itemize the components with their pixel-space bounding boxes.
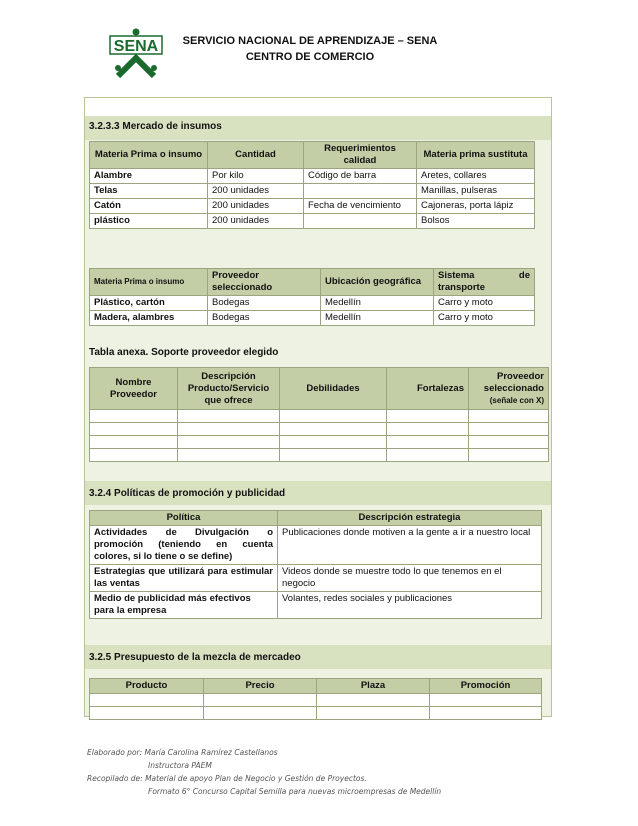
col-header: Plaza bbox=[317, 679, 430, 694]
table-row bbox=[90, 707, 542, 720]
sena-logo bbox=[108, 28, 164, 78]
header-title: SERVICIO NACIONAL DE APRENDIZAJE – SENA bbox=[182, 35, 438, 47]
col-header: Cantidad bbox=[208, 142, 304, 169]
col-header: Descripción Producto/Servicio que ofrece bbox=[178, 368, 280, 410]
col-header: Sistema de transporte bbox=[434, 269, 535, 296]
col-header: Materia Prima o insumo bbox=[90, 142, 208, 169]
col-header: Ubicación geográfica bbox=[321, 269, 434, 296]
col-header: Nombre Proveedor bbox=[90, 368, 178, 410]
col-header: Fortalezas bbox=[387, 368, 469, 410]
presupuesto-table bbox=[89, 678, 542, 720]
section-title-soporte: Tabla anexa. Soporte proveedor elegido bbox=[89, 347, 279, 358]
col-header: Producto bbox=[90, 679, 204, 694]
table-row: Medio de publicidad más efectivos para la empresa Volantes, redes sociales y publicaciones bbox=[90, 592, 542, 619]
footer-source: Recopilado de: Material de apoyo Plan de Negocio y Gestión de Proyectos. bbox=[87, 774, 367, 783]
col-header: Promoción bbox=[430, 679, 542, 694]
table-row bbox=[90, 410, 549, 423]
table-row bbox=[90, 694, 542, 707]
col-header: Proveedor seleccionado bbox=[208, 269, 321, 296]
footer-format: Formato 6° Concurso Capital Semilla para nuevas microempresas de Medellín bbox=[148, 787, 442, 796]
col-header: Materia prima sustituta bbox=[417, 142, 535, 169]
header-subtitle: CENTRO DE COMERCIO bbox=[245, 51, 375, 63]
table-row bbox=[90, 436, 549, 449]
soporte-table bbox=[89, 367, 549, 462]
col-header: Materia Prima o insumo bbox=[90, 269, 208, 296]
table-row: Estrategias que utilizará para estimular las ventas Videos donde se muestre todo lo que tenemos en el negocio bbox=[90, 565, 542, 592]
col-header: Requerimientos calidad bbox=[304, 142, 417, 169]
table-row: Madera, alambres Bodegas Medellín Carro y moto bbox=[90, 311, 535, 326]
col-header: Proveedor seleccionado (señale con X) bbox=[469, 368, 549, 410]
table-row: Alambre Por kilo Código de barra Aretes, collares bbox=[90, 169, 535, 184]
table-row: Plástico, cartón Bodegas Medellín Carro y moto bbox=[90, 296, 535, 311]
proveedores-table bbox=[89, 268, 535, 326]
table-row: Actividades de Divulgación o promoción (teniendo en cuenta colores, si lo tiene o se define) Publicaciones donde motiven a la gente a ir a nuestro local bbox=[90, 526, 542, 565]
footer-role: Instructora PAEM bbox=[148, 761, 212, 770]
logo-text: SENA bbox=[113, 38, 159, 55]
section-title-presupuesto: 3.2.5 Presupuesto de la mezcla de mercadeo bbox=[89, 652, 301, 663]
table-row: Telas 200 unidades Manillas, pulseras bbox=[90, 184, 535, 199]
table-row bbox=[90, 423, 549, 436]
table-row: Catón 200 unidades Fecha de vencimiento Cajoneras, porta lápiz bbox=[90, 199, 535, 214]
col-header: Descripción estrategia bbox=[278, 511, 542, 526]
table-row bbox=[90, 449, 549, 462]
insumos-table bbox=[89, 141, 535, 229]
col-header: Precio bbox=[204, 679, 317, 694]
col-header: Política bbox=[90, 511, 278, 526]
col-header: Debilidades bbox=[280, 368, 387, 410]
footer-author: Elaborado por: María Carolina Ramírez Castellanos bbox=[87, 748, 278, 757]
politicas-table bbox=[89, 510, 542, 619]
table-row: plástico 200 unidades Bolsos bbox=[90, 214, 535, 229]
section-title-politicas: 3.2.4 Políticas de promoción y publicidad bbox=[89, 488, 286, 499]
section-title-insumos: 3.2.3.3 Mercado de insumos bbox=[89, 121, 222, 132]
